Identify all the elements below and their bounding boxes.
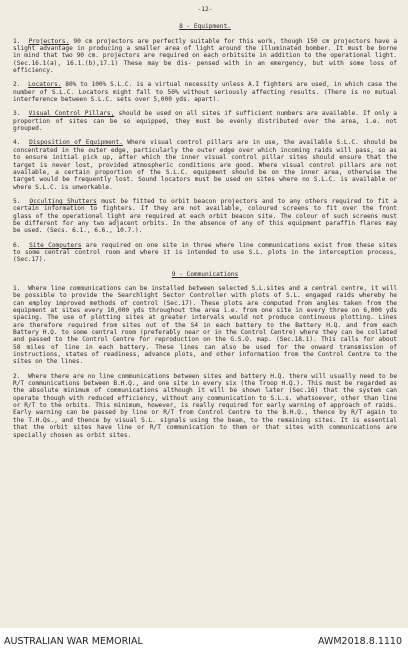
paragraph — [13, 285, 397, 366]
paragraph-text: Where visual control pillars are in use, the available S.L.C. should be concentrated in the outer edge, particularly the outer edge over which incoming raids will pass, so as to ensure initial pick up, after which the inner visual control pillar sites should ensure that the target is never lost, provided atmospheric conditions are good. Where visual control pillars are not available, a certain proportion of the S.L.C. equipment should be on the inner area, otherwise the target would be frequently lost. Sound locators must be used on sites where no S.L.C. is available or where S.L.C. is unworkable. — [13, 139, 398, 191]
section-communications — [13, 285, 397, 439]
paragraph — [13, 139, 397, 190]
paragraph-number: 6. — [13, 241, 21, 249]
section-heading-communications — [13, 271, 397, 278]
paragraph-number: 2. — [13, 372, 21, 380]
paragraph-title: Site Computers — [29, 241, 82, 249]
section-heading-equipment-text: 8 - Equipment. — [179, 23, 231, 31]
paragraph-title: Visual Control Pillars, — [28, 110, 115, 118]
archive-footer — [0, 628, 408, 653]
paragraph-text: Where line communications can be installed between selected S.L.sites and a central centre, it will be possible to provide the Searchlight Sector Controller with plots of S.L. engaged raids whereby he can employ improved methods of control (Sec.17). These plots are computed from angles taken from the equipment at sites every 10,000 yds throughout the area i.e. from one site in every three on 6,000 yds spacing. The use of plotting sites at greater intervals would not produce continuous plotting. Lines are therefore required from sites out of the S4 in each battery to the Battery H.Q. and from each Battery H.Q. to some central room (preferably near or in the Control Centre) where they can be collated and passed to the Control Centre for reproduction on the G.S.O. map. (Sec.18.1). This calls for about 58 miles of line in each battery. These lines can also be used for the onward transmission of instructions, states of readiness, advance plots, and other information from the Control Centre to the sites on the lines. — [13, 284, 398, 366]
paragraph-title: Disposition of Equipment. — [29, 139, 123, 147]
paragraph-number: 4. — [13, 139, 21, 147]
paragraph-number: 1. — [13, 37, 21, 45]
paragraph-text: 80% to 100% S.L.C. is a virtual necessity unless A.I fighters are used, in which case the number of S.L.C. Locators might fall to 50% without seriously affecting results. (There is no mutual interference between S.L.C. sets over 5,000 yds. apart). — [13, 81, 397, 104]
paragraph-text: Where there are no line communications between sites and battery H.Q. there will usually need to be R/T communications between B.H.Q., and one site in every six (the Troop H.Q.). This must be regarded as the absolute minimum of communications although it will be shown later (Sec.16) that the system can operate though with reduced efficiency, without any communication to S.L.s. whatsoever, other than line or R/T to the orbits. This minimum, however, is really required for early warning of approach of raids. Early warning can be passed by line or R/T from Control Centre to the B.H.Q., thence by R/T again to the T.H.Qs., and thence by visual S.L. signals using the beam, to the remaining sites. It is essential that the orbit sites have line or R/T communication to them or that sites with communications are specially chosen as orbit sites. — [13, 372, 398, 439]
paragraph — [13, 110, 397, 132]
footer-institution: AUSTRALIAN WAR MEMORIAL — [4, 636, 143, 647]
typed-text-body — [13, 6, 397, 446]
page-number: -12- — [197, 6, 213, 13]
paragraph — [13, 242, 397, 264]
paragraph-title: Locators. — [28, 81, 62, 89]
paragraph-title: Projectors. — [28, 37, 70, 45]
paragraph-title: Occulting Shutters — [29, 197, 97, 205]
paragraph-text: should be used on all sites if sufficient numbers are available. If only a proportion of sites can be so equipped, they must be evenly distributed over the area, i.e. not grouped. — [13, 110, 397, 133]
paragraph-number: 3. — [13, 110, 21, 118]
section-heading-equipment — [13, 23, 397, 30]
paragraph-text: must be fitted to orbit beacon projectors and to any others required to fit a certain information to fighters. If they are not available, coloured screens to fit over the front glass of the operational light are required at each orbit beacon site. The colour of such screens must be different for any two adjacent orbits. In the absence of any of this equipment paraffin flares may be used. (Secs. 6.1., 6.6., 10.7.). — [13, 197, 398, 235]
paragraph-text: 90 cm projectors are perfectly suitable for this work, though 150 cm projectors have a slight advantage in producing a smaller area of light around the illuminated bomber. It must be borne in mind that two 90 cm. projectors are required on each orbitsite in addition to the operational light. (Sec.16.1(a), 16.1.(b),17.1) These may be dis- pensed with in an emergency, but with some loss of efficiency. — [13, 37, 398, 75]
paragraph-text: are required on one site in three where line communications exist from these sites to some central control room and where it is intended to use S.L. plots in the interception process, (Sec.17). — [13, 241, 398, 264]
section-heading-communications-text: 9 - Communications — [171, 270, 239, 278]
paragraph-number: 5. — [13, 197, 21, 205]
footer-reference: AWM2018.8.1110 — [317, 636, 402, 647]
paragraph — [13, 198, 397, 235]
paragraph-number: 1. — [13, 284, 21, 292]
paragraph — [13, 81, 397, 103]
section-equipment — [13, 38, 397, 264]
paragraph — [13, 38, 397, 75]
paragraph — [13, 373, 397, 439]
paragraph-number: 2. — [13, 81, 21, 89]
